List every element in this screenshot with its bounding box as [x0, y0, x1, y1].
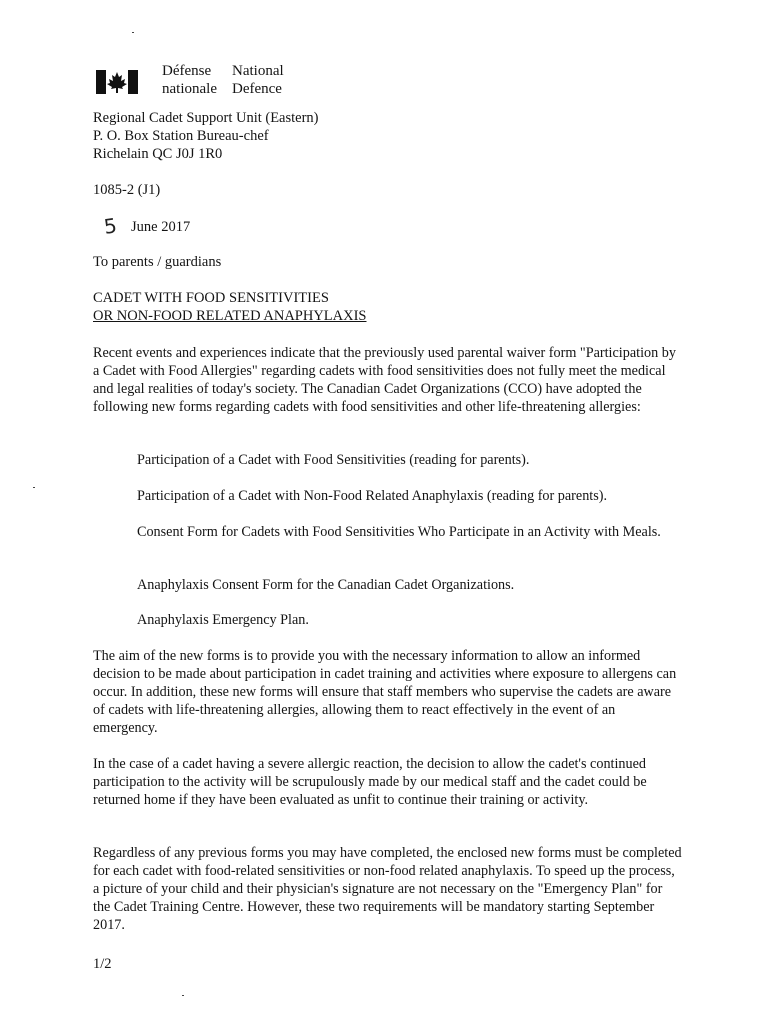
scan-speck [132, 32, 134, 33]
paragraph-3: In the case of a cadet having a severe allergic reaction, the decision to allow the cadet's continued participation to the activity will be scrupulously made by our medical staff and the cadet could be returned home if they have been evaluated as unfit to continue their training or activity. [93, 756, 647, 808]
dept-en-line1: National [232, 63, 284, 79]
scan-speck [33, 487, 35, 488]
paragraph-4: Regardless of any previous forms you may have completed, the enclosed new forms must be completed for each cadet with food-related sensitivities or non-food related anaphylaxis. To speed up the process, a picture of your child and their physician's signature are not necessary on the "Emergency Plan" for the Cadet Training Centre. However, these two requirements will be mandatory starting September 2017. [93, 845, 682, 933]
form-item-5: Anaphylaxis Emergency Plan. [137, 612, 309, 628]
dept-en-line2: Defence [232, 81, 282, 97]
subject [93, 289, 367, 325]
form-item-4: Anaphylaxis Consent Form for the Canadian Cadet Organizations. [137, 577, 515, 593]
handwritten-day: 5 [102, 213, 119, 239]
address-line-1: Regional Cadet Support Unit (Eastern) [93, 110, 319, 126]
dept-fr-line2: nationale [162, 81, 217, 97]
letter-date: June 2017 [131, 219, 191, 235]
form-item-1: Participation of a Cadet with Food Sensitivities (reading for parents). [137, 452, 530, 468]
address-line-2: P. O. Box Station Bureau-chef [93, 128, 269, 144]
address-line-3: Richelain QC J0J 1R0 [93, 146, 223, 162]
form-item-2: Participation of a Cadet with Non-Food Related Anaphylaxis (reading for parents). [137, 488, 608, 504]
paragraph-1: Recent events and experiences indicate that the previously used parental waiver form "Participation by a Cadet with Food Allergies" regarding cadets with food sensitivities does not fully meet the medical and legal realities of today's society. The Canadian Cadet Organizations (CCO) have adopted the following new forms regarding cadets with food sensitivities and other life-threatening allergies: [93, 345, 676, 415]
file-number: 1085-2 (J1) [93, 182, 161, 198]
canada-flag-icon [96, 70, 138, 94]
salutation: To parents / guardians [93, 254, 222, 270]
scan-speck [182, 995, 184, 996]
subject-line-2: OR NON-FOOD RELATED ANAPHYLAXIS [93, 308, 367, 324]
department-name-english [232, 62, 284, 98]
paragraph-2: The aim of the new forms is to provide you with the necessary information to allow an informed decision to be made about participation in cadet training and activities where exposure to allergens can occur. In addition, these new forms will ensure that staff members who supervise the cadets are aware of cadets with life-threatening allergies, allowing them to react effectively in the event of an emergency. [93, 648, 677, 736]
form-item-3: Consent Form for Cadets with Food Sensitivities Who Participate in an Activity with Meals. [137, 524, 661, 540]
page-number: 1/2 [93, 956, 112, 972]
department-name-french [162, 62, 217, 98]
dept-fr-line1: Défense [162, 63, 212, 79]
subject-line-1: CADET WITH FOOD SENSITIVITIES [93, 290, 329, 306]
